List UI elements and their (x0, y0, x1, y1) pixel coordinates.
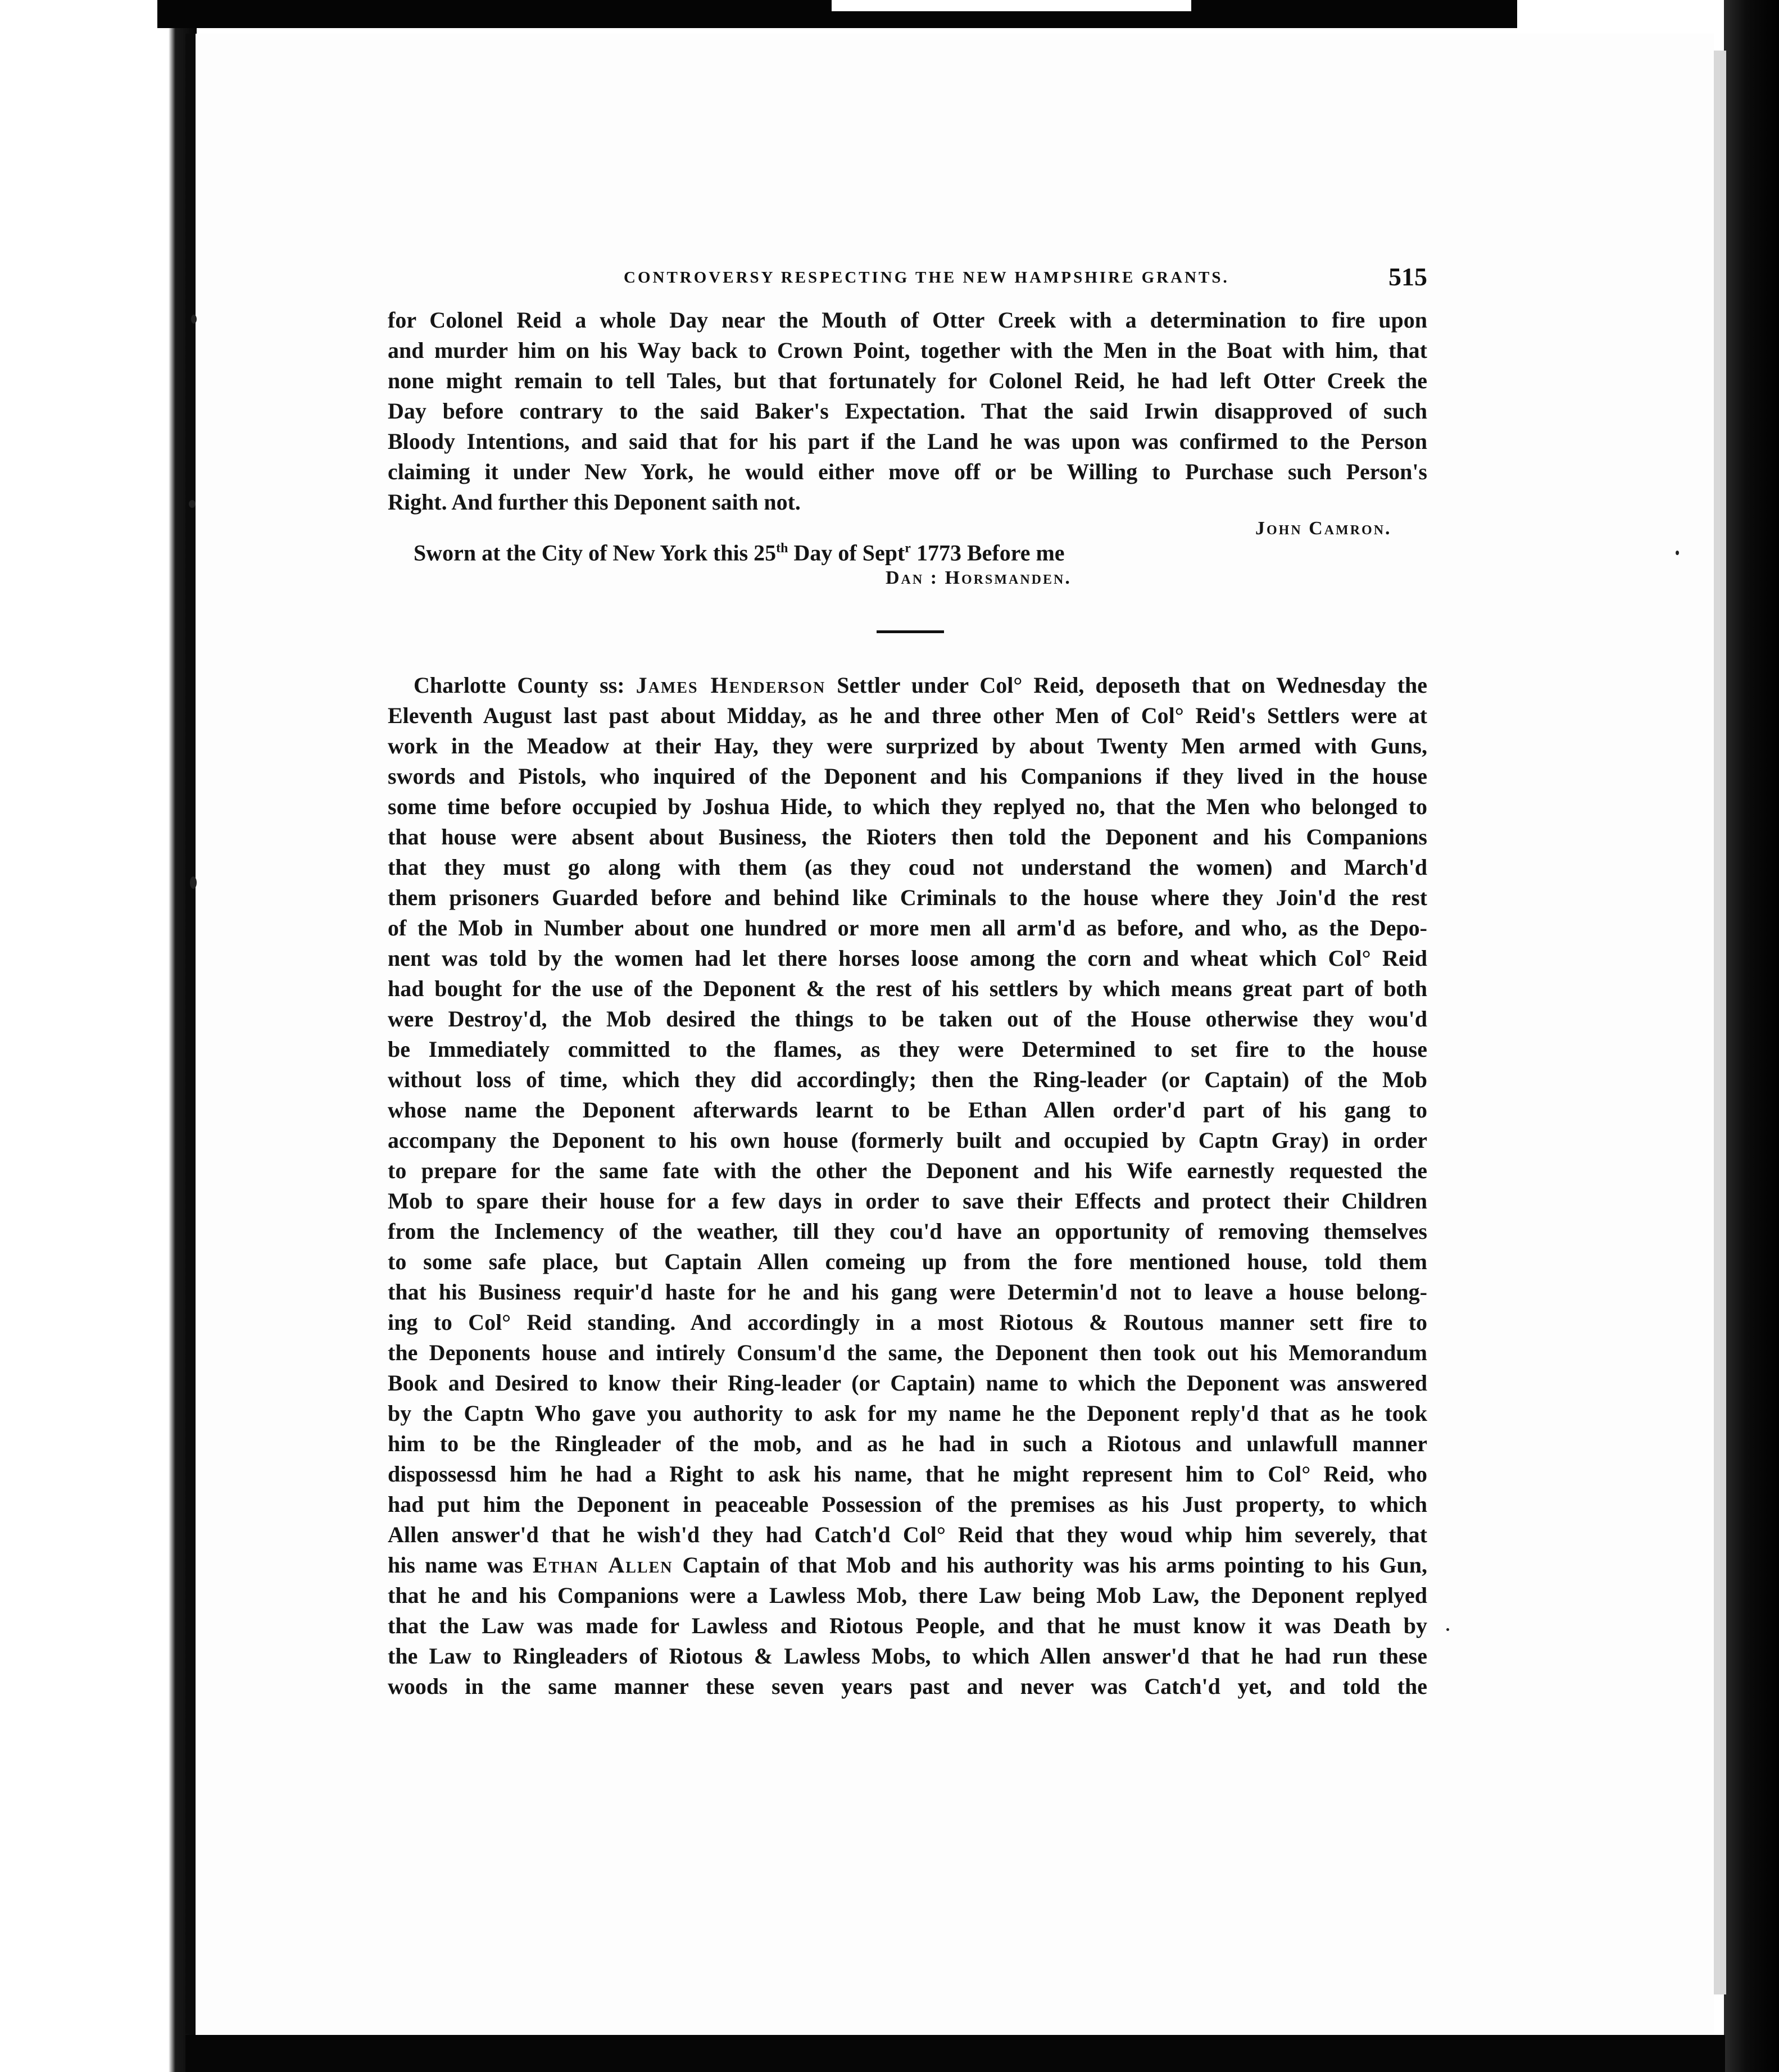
deposition-line: that they must go along with them (as they coud not understand the women) and March'd (388, 855, 1427, 880)
deposition-line: ing to Col° Reid standing. And accordingly in a most Riotous & Routous manner sett fire to (388, 1310, 1427, 1335)
sworn-statement (414, 534, 1065, 567)
magistrate-name: Dan : Horsmanden. (886, 567, 1072, 588)
speck (190, 876, 197, 889)
deposition-line: Mob to spare their house for a few days in order to save their Effects and protect their Children (388, 1188, 1427, 1214)
page-header (624, 264, 1427, 292)
deposition-line: to some safe place, but Captain Allen comeing up from the fore mentioned house, told them (388, 1249, 1427, 1274)
deposition-opening-line (414, 671, 1427, 700)
deposition-line: had bought for the use of the Deponent & the rest of his settlers by which means great part of both (388, 976, 1427, 1001)
deposition-line: from the Inclemency of the weather, till they cou'd have an opportunity of removing themselves (388, 1219, 1427, 1244)
speck (191, 315, 197, 324)
deposition-line: that he and his Companions were a Lawless Mob, there Law being Mob Law, the Deponent replyed (388, 1583, 1427, 1608)
deposition-line: for Colonel Reid a whole Day near the Mouth of Otter Creek with a determination to fire upon (388, 307, 1427, 333)
deposition-line: be Immediately committed to the flames, as they were Determined to set fire to the house (388, 1037, 1427, 1062)
deposition-line: to prepare for the same fate with the other the Deponent and his Wife earnestly requested the (388, 1158, 1427, 1183)
name-line-text: Captain of that Mob and his authority was his arms pointing to his Gun, (673, 1552, 1428, 1578)
section-divider (877, 630, 944, 633)
deposition-line: and murder him on his Way back to Crown Point, together with the Men in the Boat with him, that (388, 338, 1427, 363)
deposition-line: that house were absent about Business, the Rioters then told the Deponent and his Companions (388, 824, 1427, 849)
sworn-text: Sworn at the City of New York this 25 (414, 540, 777, 566)
opening-text: Settler under Col° Reid, deposeth that on Wednesday the (825, 673, 1427, 698)
deposition-line: them prisoners Guarded before and behind like Criminals to the house where they Join'd the rest (388, 885, 1427, 910)
deposition-name-line (388, 1551, 1427, 1580)
name-line-text: his name was (388, 1552, 533, 1578)
deponent-name: James Henderson (636, 673, 826, 698)
ethan-allen-name: Ethan Allen (532, 1552, 673, 1578)
speck (189, 500, 196, 508)
deposition-line: Eleventh August last past about Midday, as he and three other Men of Col° Reid's Settlers were at (388, 703, 1427, 728)
county-heading: Charlotte County ss: (414, 673, 636, 698)
page-number: 515 (1388, 262, 1427, 291)
sworn-month-suffix: r (905, 541, 911, 556)
speck (1676, 551, 1679, 555)
deposition-line: none might remain to tell Tales, but that fortunately for Colonel Reid, he had left Otter Creek the (388, 368, 1427, 393)
deposition-line: were Destroy'd, the Mob desired the things to be taken out of the House otherwise they wou'd (388, 1006, 1427, 1032)
deposition-line: that the Law was made for Lawless and Riotous People, and that he must know it was Death by (388, 1613, 1427, 1638)
sworn-day-suffix: th (776, 541, 788, 556)
deposition-line: had put him the Deponent in peaceable Possession of the premises as his Just property, to which (388, 1492, 1427, 1517)
deposition-line: Right. And further this Deponent saith not. (388, 489, 801, 515)
deposition-line: Day before contrary to the said Baker's Expectation. That the said Irwin disapproved of such (388, 398, 1427, 424)
sworn-text: 1773 Before me (910, 540, 1065, 566)
bottom-film-band (185, 2035, 1725, 2072)
deposition-line: Book and Desired to know their Ring-leader (or Captain) name to which the Deponent was answered (388, 1370, 1427, 1396)
deposition-line: by the Captn Who gave you authority to ask for my name he the Deponent reply'd that as he took (388, 1401, 1427, 1426)
top-film-band (157, 0, 1517, 28)
left-page-edge (185, 34, 196, 2034)
right-film-margin (1724, 0, 1779, 2072)
signatory-name: John Camron. (1255, 518, 1392, 539)
deposition-line: nent was told by the women had let there horses loose among the corn and wheat which Col° Reid (388, 946, 1427, 971)
running-head: CONTROVERSY RESPECTING THE NEW HAMPSHIRE GRANTS. (624, 269, 1229, 287)
deposition-line: dispossessd him he had a Right to ask his name, that he might represent him to Col° Reid, who (388, 1461, 1427, 1487)
speck (1446, 1628, 1449, 1631)
sworn-text: Day of Sept (788, 540, 905, 566)
deposition-line: whose name the Deponent afterwards learnt to be Ethan Allen order'd part of his gang to (388, 1097, 1427, 1123)
deposition-line: the Deponents house and intirely Consum'd the same, the Deponent then took out his Memorandum (388, 1340, 1427, 1365)
left-film-margin (0, 0, 197, 2072)
deposition-line: Bloody Intentions, and said that for his part if the Land he was upon was confirmed to the Person (388, 429, 1427, 454)
deposition-line: claiming it under New York, he would either move off or be Willing to Purchase such Person's (388, 459, 1427, 484)
right-page-edge (1714, 51, 1726, 1994)
deposition-line: that his Business requir'd haste for he and his gang were Determin'd not to leave a house belong- (388, 1279, 1427, 1305)
deposition-line: some time before occupied by Joshua Hide, to which they replyed no, that the Men who belonged to (388, 794, 1427, 819)
deposition-line: swords and Pistols, who inquired of the Deponent and his Companions if they lived in the house (388, 764, 1427, 789)
deposition-line: Allen answer'd that he wish'd they had Catch'd Col° Reid that they woud whip him severely, that (388, 1522, 1427, 1547)
deposition-line: without loss of time, which they did accordingly; then the Ring-leader (or Captain) of the Mob (388, 1067, 1427, 1092)
top-film-notch (832, 0, 1191, 11)
deposition-line: work in the Meadow at their Hay, they were surprized by about Twenty Men armed with Guns, (388, 733, 1427, 758)
deposition-line: the Law to Ringleaders of Riotous & Lawless Mobs, to which Allen answer'd that he had run these (388, 1643, 1427, 1669)
deposition-line: of the Mob in Number about one hundred or more men all arm'd as before, and who, as the Depo- (388, 915, 1427, 940)
deposition-line: him to be the Ringleader of the mob, and as he had in such a Riotous and unlawfull manner (388, 1431, 1427, 1456)
deposition-line: accompany the Deponent to his own house (formerly built and occupied by Captn Gray) in order (388, 1128, 1427, 1153)
deposition-line: woods in the same manner these seven years past and never was Catch'd yet, and told the (388, 1674, 1427, 1699)
